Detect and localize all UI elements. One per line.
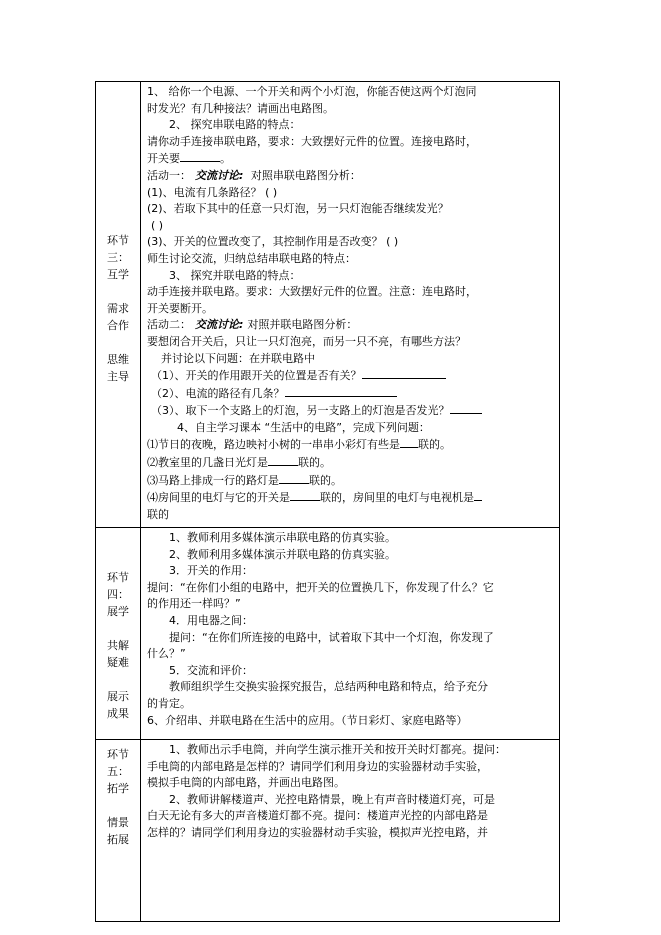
section-row	[96, 82, 560, 528]
line-text-after: 对照串联电路图分析：	[247, 168, 361, 182]
fill-in-blank	[285, 385, 397, 397]
fill-in-blank	[450, 402, 482, 414]
section-label-line: 展学	[107, 605, 129, 618]
content-line	[147, 792, 556, 809]
section-row	[96, 528, 560, 740]
content-line	[147, 759, 556, 776]
line-text-after: 联的，房间里的电灯与电视机是	[320, 491, 474, 505]
line-text: 模拟手电筒的内部电路，并画出电路图。	[147, 776, 345, 790]
content-line	[147, 218, 556, 235]
section-label-line	[96, 334, 140, 351]
content-line	[147, 580, 556, 597]
section-label-line: 需求	[107, 302, 129, 315]
line-text: 2、 探究串联电路的特点：	[169, 118, 301, 132]
section-label-line	[96, 620, 140, 637]
content-line	[147, 317, 556, 334]
fill-in-blank	[279, 472, 309, 484]
content-line	[147, 713, 556, 730]
content-line	[147, 646, 556, 663]
line-text: 联的	[147, 507, 169, 521]
content-line	[147, 201, 556, 218]
section-label-line: 展示	[107, 690, 129, 703]
section-label-line	[96, 552, 140, 569]
line-text: ( )	[151, 218, 164, 232]
line-text: 3、 探究并联电路的特点：	[169, 268, 301, 282]
section-label-line: 三：	[107, 251, 129, 264]
line-text: （3）、取下一个支路上的灯泡，另一支路上的灯泡是否发光？	[151, 404, 450, 418]
section-content-cell	[141, 528, 560, 740]
section-label-line	[96, 671, 140, 688]
section-label-line	[96, 283, 140, 300]
content-line	[147, 168, 556, 185]
section-label-line	[96, 797, 140, 814]
fill-in-blank	[400, 436, 418, 448]
line-text: 时发光？有几种接法？请画出电路图。	[147, 101, 334, 115]
content-line	[147, 489, 556, 507]
content-line	[147, 150, 556, 168]
line-text-after: 。	[220, 152, 231, 166]
line-text: (1)、电流有几条路径？ ( )	[147, 185, 278, 199]
line-text: 1、教师利用多媒体演示串联电路的仿真实验。	[169, 531, 396, 544]
line-text: 教师组织学生交换实验探究报告，总结两种电路和特点，给予充分	[169, 680, 488, 694]
content-line	[147, 101, 556, 118]
section-label-line: 合作	[107, 319, 129, 332]
section-label-line: 互学	[107, 268, 129, 281]
section-label-line: 情景	[107, 816, 129, 829]
line-text: （2）、电流的路径有几条？	[151, 386, 285, 400]
line-text: 1、 给你一个电源、一个开关和两个小灯泡，你能否使这两个灯泡同	[147, 85, 477, 98]
line-text: 5．交流和评价：	[169, 663, 253, 677]
section-label-line: 主导	[107, 370, 129, 383]
content-line	[147, 630, 556, 647]
line-text: ⑴节日的夜晚，路边映衬小树的一串串小彩灯有些是	[147, 438, 400, 452]
section-content-cell	[141, 82, 560, 528]
line-text-after: 联的。	[298, 456, 331, 470]
section-label-line: 拓学	[107, 782, 129, 795]
line-text: 2、教师利用多媒体演示并联电路的仿真实验。	[169, 547, 396, 561]
section-label-line: 环节	[107, 748, 129, 761]
discussion-label: 交流讨论:	[195, 168, 244, 182]
line-text-after: 对照并联电路图分析：	[247, 318, 358, 332]
line-text: 什么？”	[147, 647, 186, 661]
content-line	[147, 472, 556, 490]
fill-in-blank	[290, 489, 320, 501]
line-text: ⑶马路上排成一行的路灯是	[147, 473, 279, 487]
line-text: 开关要断开。	[147, 301, 213, 315]
section-label-line: 环节	[107, 234, 129, 247]
line-text: ⑵教室里的几盏日光灯是	[147, 456, 268, 470]
line-text: (2)、若取下其中的任意一只灯泡，另一只灯泡能否继续发光？	[147, 202, 449, 216]
line-text: 4．用电器之间：	[169, 613, 253, 627]
line-text-after: 联的。	[418, 438, 451, 452]
line-text: 并讨论以下问题：在并联电路中	[161, 351, 315, 365]
line-text: 手电筒的内部电路是怎样的？请同学们利用身边的实验器材动手实验，	[147, 759, 488, 773]
content-line	[147, 454, 556, 472]
content-line	[147, 679, 556, 696]
line-text: (3)、开关的位置改变了，其控制作用是否改变？ ( )	[147, 235, 399, 249]
content-line	[147, 436, 556, 454]
line-text: 3．开关的作用：	[169, 564, 253, 578]
section-label-line: 四：	[107, 588, 129, 601]
content-line	[147, 530, 556, 547]
content-line	[147, 808, 556, 825]
section-label-line: 疑难	[107, 656, 129, 669]
fill-in-blank	[362, 367, 446, 379]
section-label-line: 五：	[107, 765, 129, 778]
content-line	[147, 301, 556, 318]
line-text: 的肯定。	[147, 696, 191, 710]
content-line	[147, 825, 556, 842]
line-text: （1）、开关的作用跟开关的位置是否有关？	[151, 369, 362, 383]
line-text: 提问：“在你们小组的电路中，把开关的位置换几下，你发现了什么？它	[147, 580, 494, 594]
content-line	[147, 268, 556, 285]
fill-in-blank	[474, 489, 482, 501]
content-line	[147, 547, 556, 564]
content-line	[147, 134, 556, 151]
section-row	[96, 740, 560, 922]
section-label-line: 环节	[107, 571, 129, 584]
fill-in-blank	[268, 454, 298, 466]
section-label-cell	[96, 82, 141, 528]
content-line	[147, 117, 556, 134]
fill-in-blank	[180, 150, 220, 162]
section-label-line: 共解	[107, 639, 129, 652]
content-line	[147, 613, 556, 630]
content-line	[147, 402, 556, 420]
line-text: ⑷房间里的电灯与它的开关是	[147, 491, 290, 505]
line-text: 6、介绍串、并联电路在生活中的应用。（节日彩灯、家庭电路等）	[147, 713, 468, 727]
content-line	[147, 185, 556, 202]
discussion-label: 交流讨论:	[195, 318, 244, 332]
line-text-after: 联的。	[309, 473, 342, 487]
line-text: 的作用还一样吗？”	[147, 597, 241, 611]
lesson-plan-table	[95, 81, 560, 922]
section-content-cell	[141, 740, 560, 922]
content-line	[147, 367, 556, 385]
content-line	[147, 596, 556, 613]
line-text: 请你动手连接串联电路，要求：大致摆好元件的位置。连接电路时，	[147, 134, 477, 148]
line-text: 活动一：	[147, 168, 191, 182]
content-line	[147, 563, 556, 580]
line-text: 动手连接并联电路。要求：大致摆好元件的位置。注意：连电路时，	[147, 285, 477, 299]
line-text: 怎样的？请同学们利用身边的实验器材动手实验，模拟声光控电路，并	[147, 825, 488, 839]
content-line	[147, 696, 556, 713]
line-text: 开关要	[147, 152, 180, 166]
section-label-line: 思维	[107, 353, 129, 366]
section-label-line: 成果	[107, 707, 129, 720]
section-label-cell	[96, 528, 141, 740]
section-label-line: 拓展	[107, 833, 129, 846]
line-text: 2、教师讲解楼道声、光控电路情景，晚上有声音时楼道灯亮，可是	[169, 792, 495, 806]
content-line	[147, 385, 556, 403]
line-text: 活动二：	[147, 318, 191, 332]
line-text: 1、教师出示手电筒，并向学生演示推开关和按开关时灯都亮。提问：	[169, 743, 506, 756]
content-line	[147, 234, 556, 251]
section-label-cell	[96, 740, 141, 922]
line-text: 白天无论有多大的声音楼道灯都不亮。提问：楼道声光控的内部电路是	[147, 809, 488, 823]
content-line	[147, 742, 556, 759]
content-line	[147, 84, 556, 101]
line-text: 提问：“在你们所连接的电路中，试着取下其中一个灯泡，你发现了	[169, 630, 494, 644]
content-line	[147, 334, 556, 351]
content-line	[147, 351, 556, 368]
line-text: 师生讨论交流，归纳总结串联电路的特点：	[147, 251, 356, 265]
content-line	[147, 663, 556, 680]
line-text: 要想闭合开关后，只让一只灯泡亮，而另一只不亮，有哪些方法？	[147, 334, 466, 348]
content-line	[147, 507, 556, 524]
content-line	[147, 775, 556, 792]
content-line	[147, 420, 556, 437]
content-line	[147, 284, 556, 301]
line-text: 4、自主学习课本 “生活中的电路”，完成下列问题：	[177, 420, 430, 434]
content-line	[147, 251, 556, 268]
